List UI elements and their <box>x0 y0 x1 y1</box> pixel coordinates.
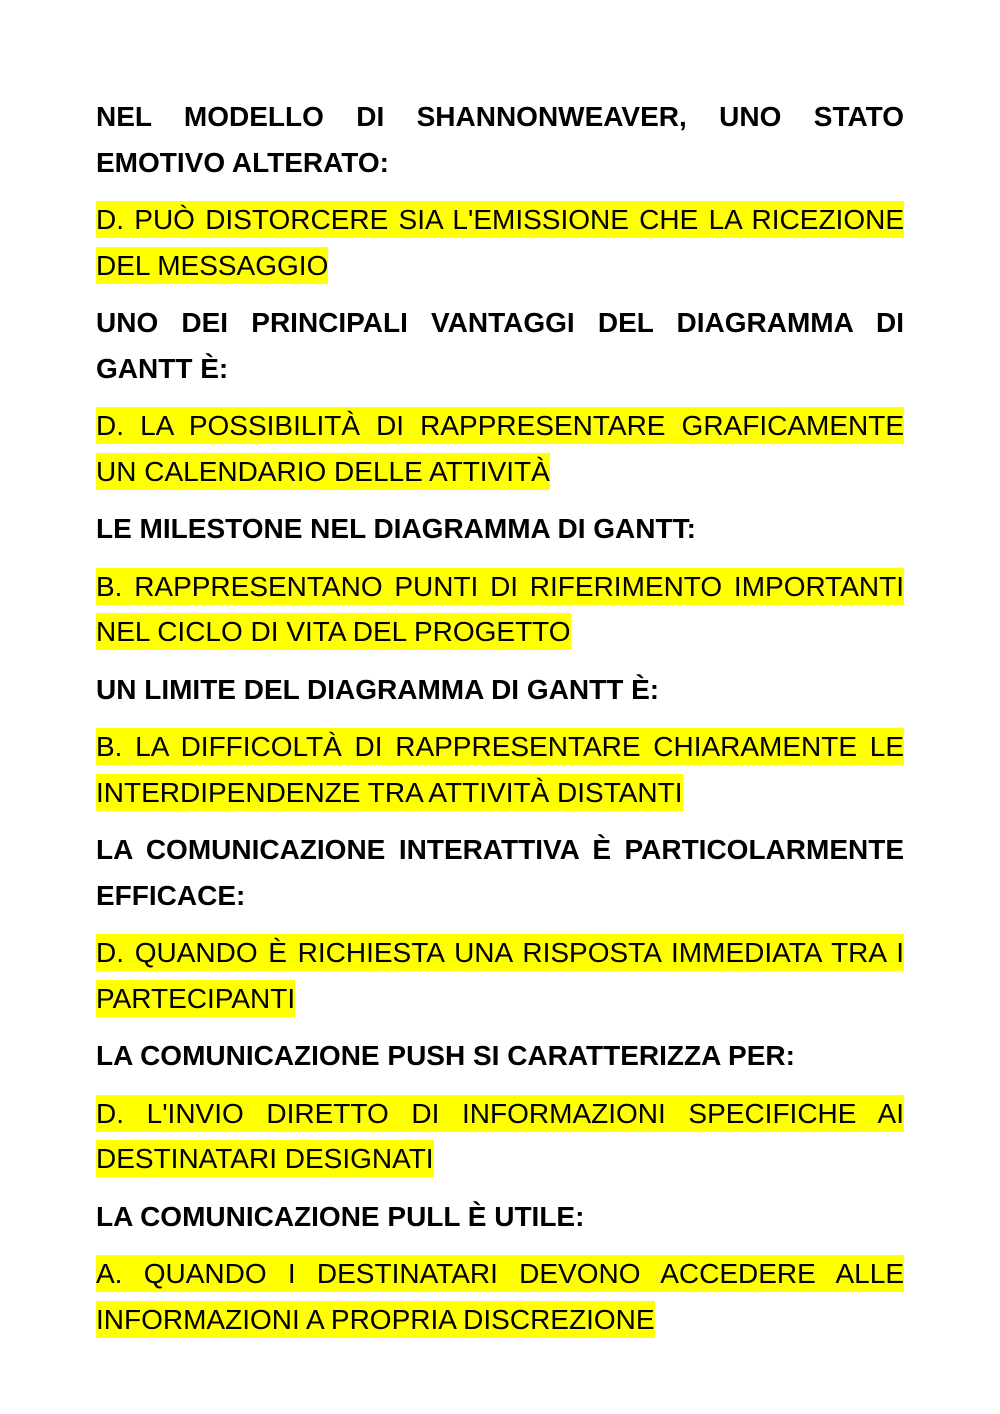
answer-7 <box>96 1251 904 1342</box>
question-4: UN LIMITE DEL DIAGRAMMA DI GANTT È: <box>96 673 660 705</box>
document-page <box>96 94 904 1354</box>
question-6: LA COMUNICAZIONE PUSH SI CARATTERIZZA PER: <box>96 1040 795 1071</box>
answer-3 <box>96 564 904 655</box>
question-1: NEL MODELLO DI SHANNONWEAVER, UNO STATO EMOTIVO ALTERATO: <box>96 101 904 178</box>
answer-3-highlight: B. RAPPRESENTANO PUNTI DI RIFERIMENTO IMPORTANTI NEL CICLO DI VITA DEL PROGETTO <box>96 568 904 651</box>
answer-5 <box>96 930 904 1021</box>
answer-6 <box>96 1091 904 1182</box>
question-2: UNO DEI PRINCIPALI VANTAGGI DEL DIAGRAMMA DI GANTT È: <box>96 307 904 384</box>
answer-4-highlight: B. LA DIFFICOLTÀ DI RAPPRESENTARE CHIARAMENTE LE INTERDIPENDENZE TRA ATTIVITÀ DISTANTI <box>96 728 904 811</box>
answer-4 <box>96 724 904 815</box>
question-7: LA COMUNICAZIONE PULL È UTILE: <box>96 1200 585 1232</box>
answer-5-highlight: D. QUANDO È RICHIESTA UNA RISPOSTA IMMEDIATA TRA I PARTECIPANTI <box>96 934 904 1017</box>
answer-1 <box>96 197 904 288</box>
answer-2-highlight: D. LA POSSIBILITÀ DI RAPPRESENTARE GRAFICAMENTE UN CALENDARIO DELLE ATTIVITÀ <box>96 407 904 490</box>
answer-1-highlight: D. PUÒ DISTORCERE SIA L'EMISSIONE CHE LA RICEZIONE DEL MESSAGGIO <box>96 201 904 284</box>
question-5: LA COMUNICAZIONE INTERATTIVA È PARTICOLARMENTE EFFICACE: <box>96 834 904 911</box>
answer-6-highlight: D. L'INVIO DIRETTO DI INFORMAZIONI SPECIFICHE AI DESTINATARI DESIGNATI <box>96 1095 904 1178</box>
answer-2 <box>96 403 904 494</box>
answer-7-highlight: A. QUANDO I DESTINATARI DEVONO ACCEDERE ALLE INFORMAZIONI A PROPRIA DISCREZIONE <box>96 1255 904 1338</box>
question-3: LE MILESTONE NEL DIAGRAMMA DI GANTT: <box>96 513 696 544</box>
